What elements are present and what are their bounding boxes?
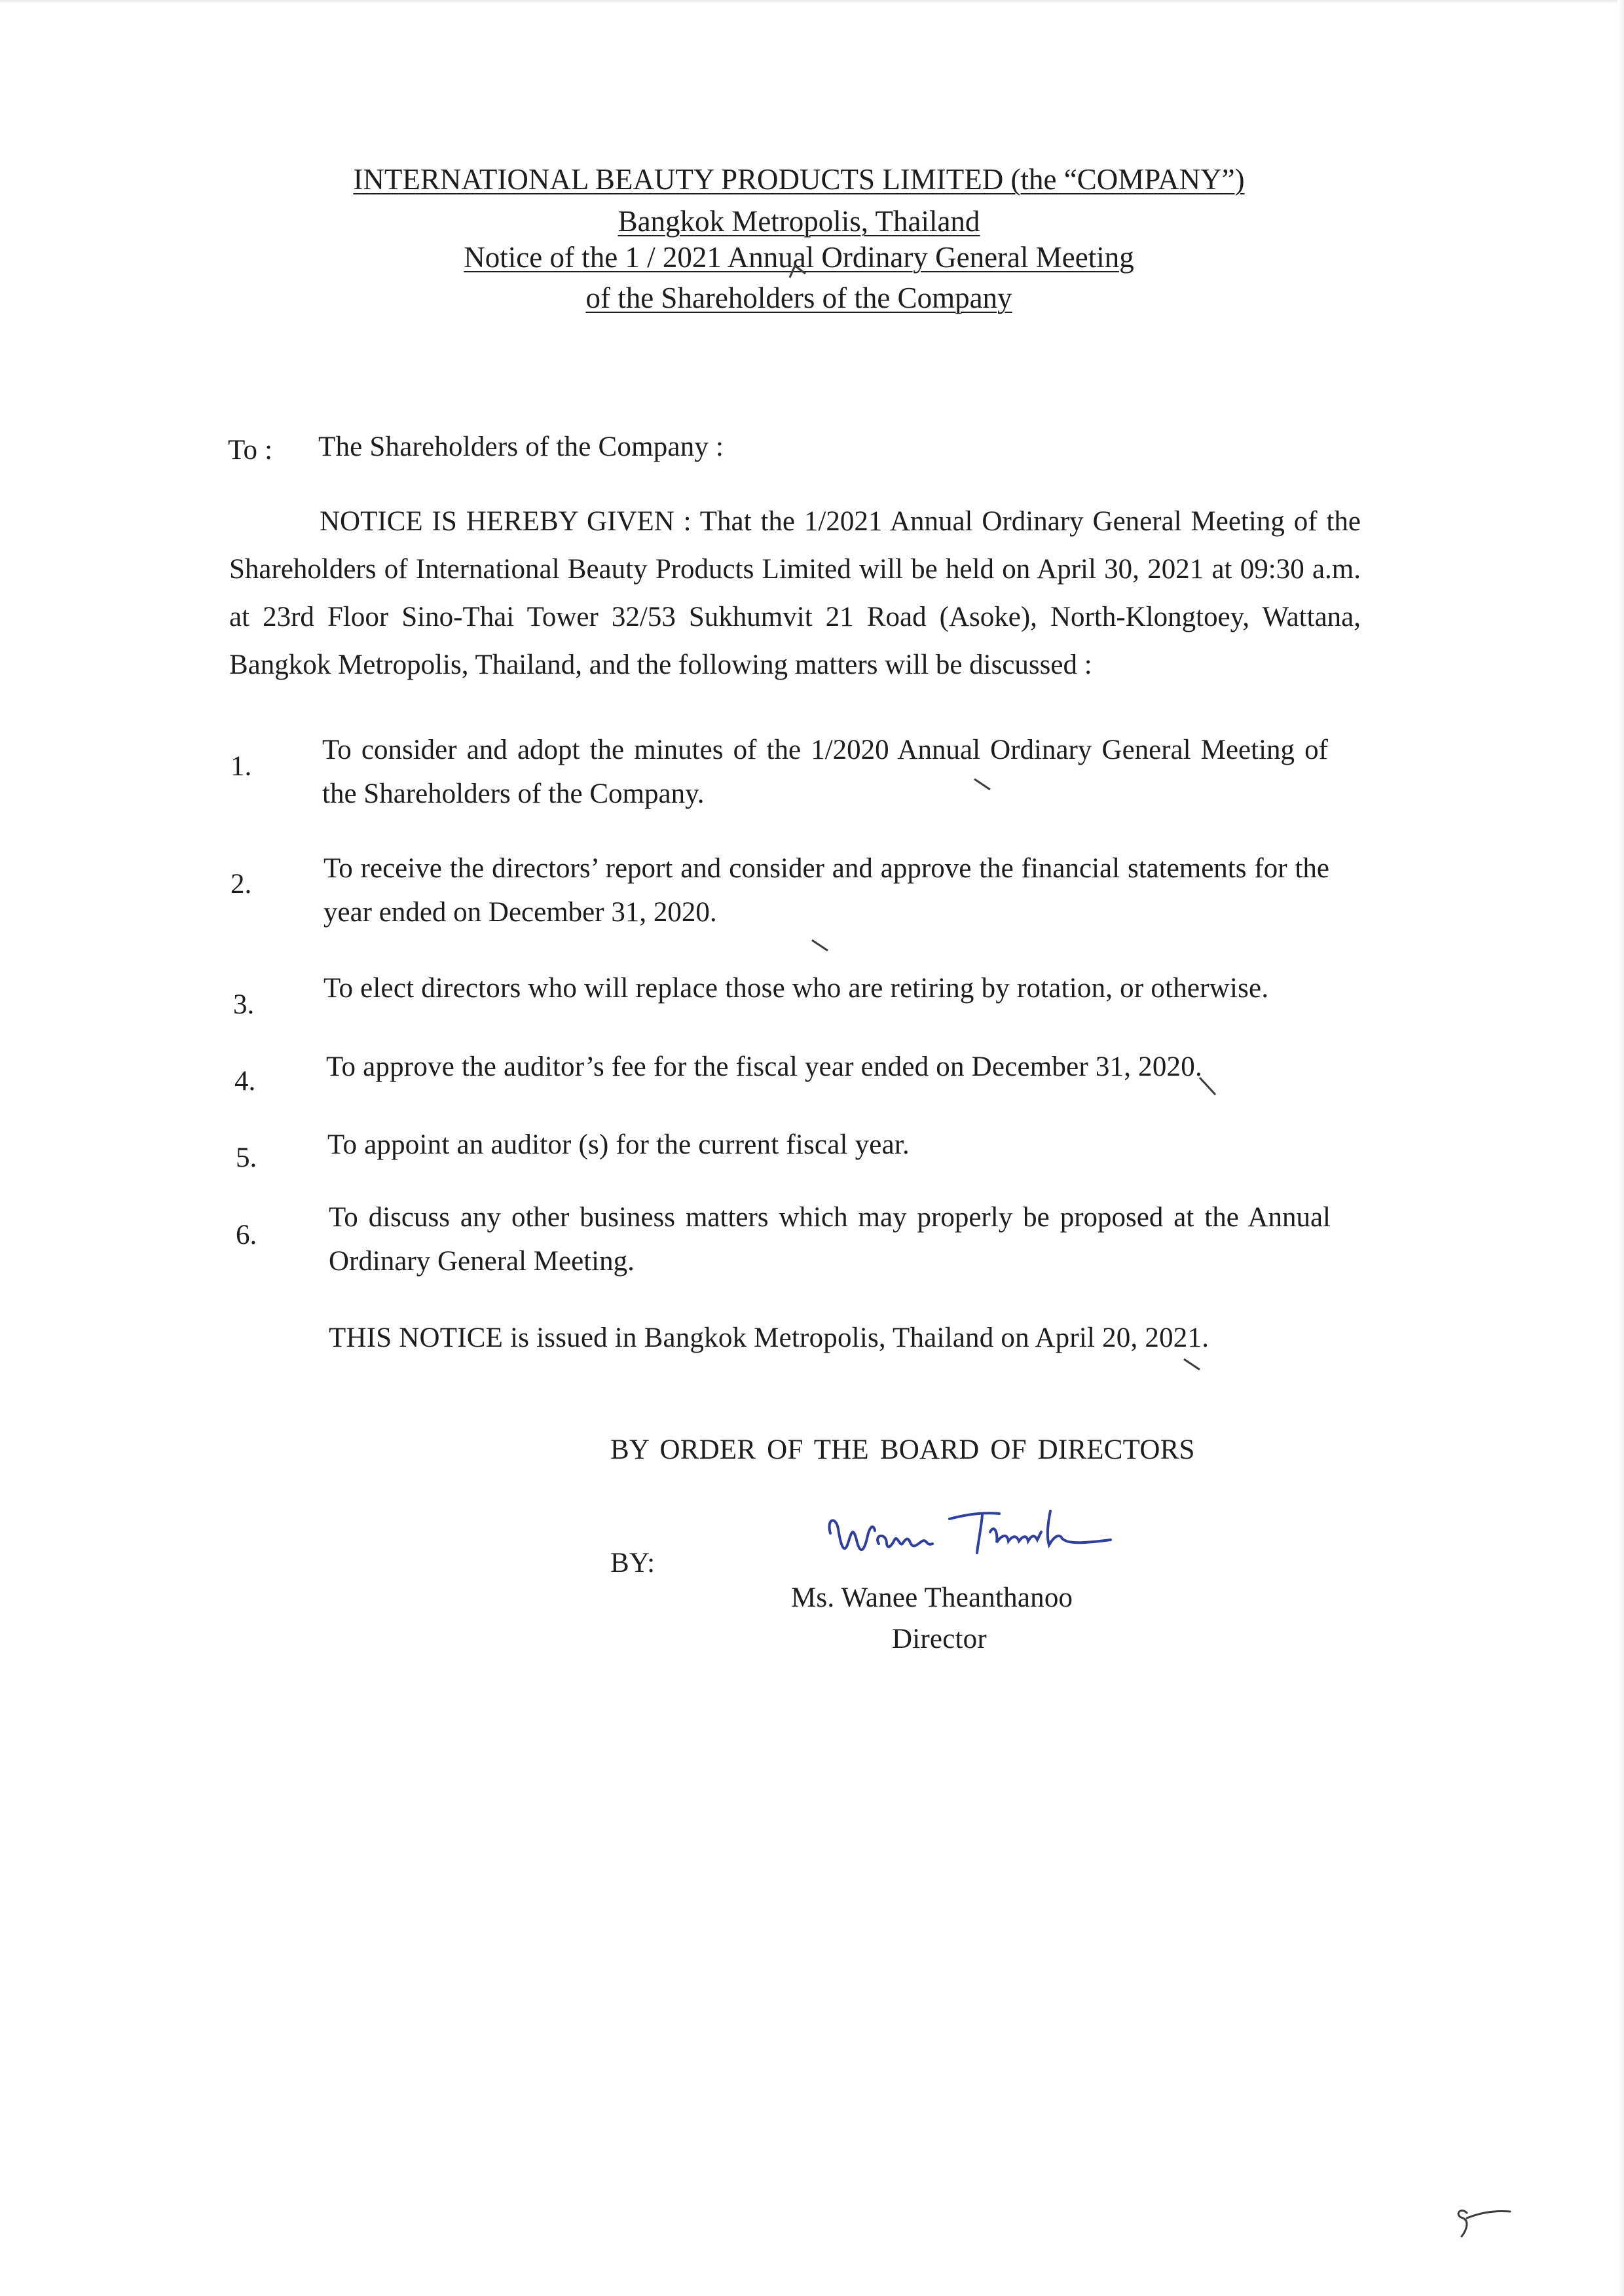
- company-location: Bangkok Metropolis, Thailand: [618, 205, 980, 238]
- signatory-title: Director: [892, 1624, 987, 1654]
- agenda-number: 3.: [233, 989, 255, 1020]
- by-label: BY:: [610, 1548, 655, 1578]
- salutation-label: To :: [228, 435, 273, 465]
- scan-right-edge: [1617, 0, 1624, 2296]
- agenda-number: 4.: [234, 1066, 256, 1097]
- agenda-item: To consider and adopt the minutes of the 1/2020 Annual Ordinary General Meeting of the Shareholders of the Company.: [322, 735, 1328, 809]
- pen-tick-mark: [808, 936, 834, 956]
- agenda-item: To discuss any other business matters which may properly be proposed at the Annual Ordinary General Meeting.: [329, 1202, 1331, 1277]
- agenda-number: 5.: [236, 1142, 257, 1173]
- agenda-number: 6.: [236, 1220, 257, 1250]
- pen-tick-mark: [1180, 1355, 1206, 1375]
- board-order-line: BY ORDER OF THE BOARD OF DIRECTORS: [610, 1434, 1195, 1465]
- meeting-title: Notice of the 1 / 2021 Annual Ordinary General Meeting: [464, 241, 1134, 274]
- agenda-number: 2.: [231, 869, 252, 900]
- meeting-subtitle: of the Shareholders of the Company: [585, 282, 1012, 314]
- pen-tick-mark: [970, 775, 997, 795]
- signatory-name: Ms. Wanee Theanthanoo: [791, 1582, 1073, 1613]
- agenda-number: 1.: [231, 751, 252, 782]
- agenda-item: To elect directors who will replace those who are retiring by rotation, or otherwise.: [323, 973, 1269, 1004]
- pen-tick-mark: [786, 262, 812, 282]
- salutation-text: The Shareholders of the Company :: [318, 431, 724, 462]
- agenda-item: To receive the directors’ report and consider and approve the financial statements for the year ended on December 31, 2020.: [323, 853, 1329, 928]
- company-title: INTERNATIONAL BEAUTY PRODUCTS LIMITED (the “COMPANY”): [353, 163, 1245, 196]
- signature-image: [819, 1493, 1120, 1571]
- pen-tick-mark: [1196, 1074, 1222, 1100]
- initials-mark: [1447, 2193, 1519, 2246]
- scan-top-edge: [0, 0, 1624, 4]
- issued-statement: THIS NOTICE is issued in Bangkok Metropolis, Thailand on April 20, 2021.: [329, 1322, 1209, 1353]
- agenda-item: To approve the auditor’s fee for the fiscal year ended on December 31, 2020.: [326, 1051, 1202, 1082]
- agenda-item: To appoint an auditor (s) for the current fiscal year.: [327, 1129, 910, 1160]
- notice-paragraph: NOTICE IS HEREBY GIVEN : That the 1/2021 Annual Ordinary General Meeting of the Shareholders of International Beauty Products Limited will be held on April 30, 2021 at 09:30 a.m. at 23rd Floor Sino-Thai Tower 32/53 Sukhumvit 21 Road (Asoke), North-Klongtoey, Wattana, Bangkok Metropolis, Thailand, and the following matters will be discussed :: [229, 506, 1361, 680]
